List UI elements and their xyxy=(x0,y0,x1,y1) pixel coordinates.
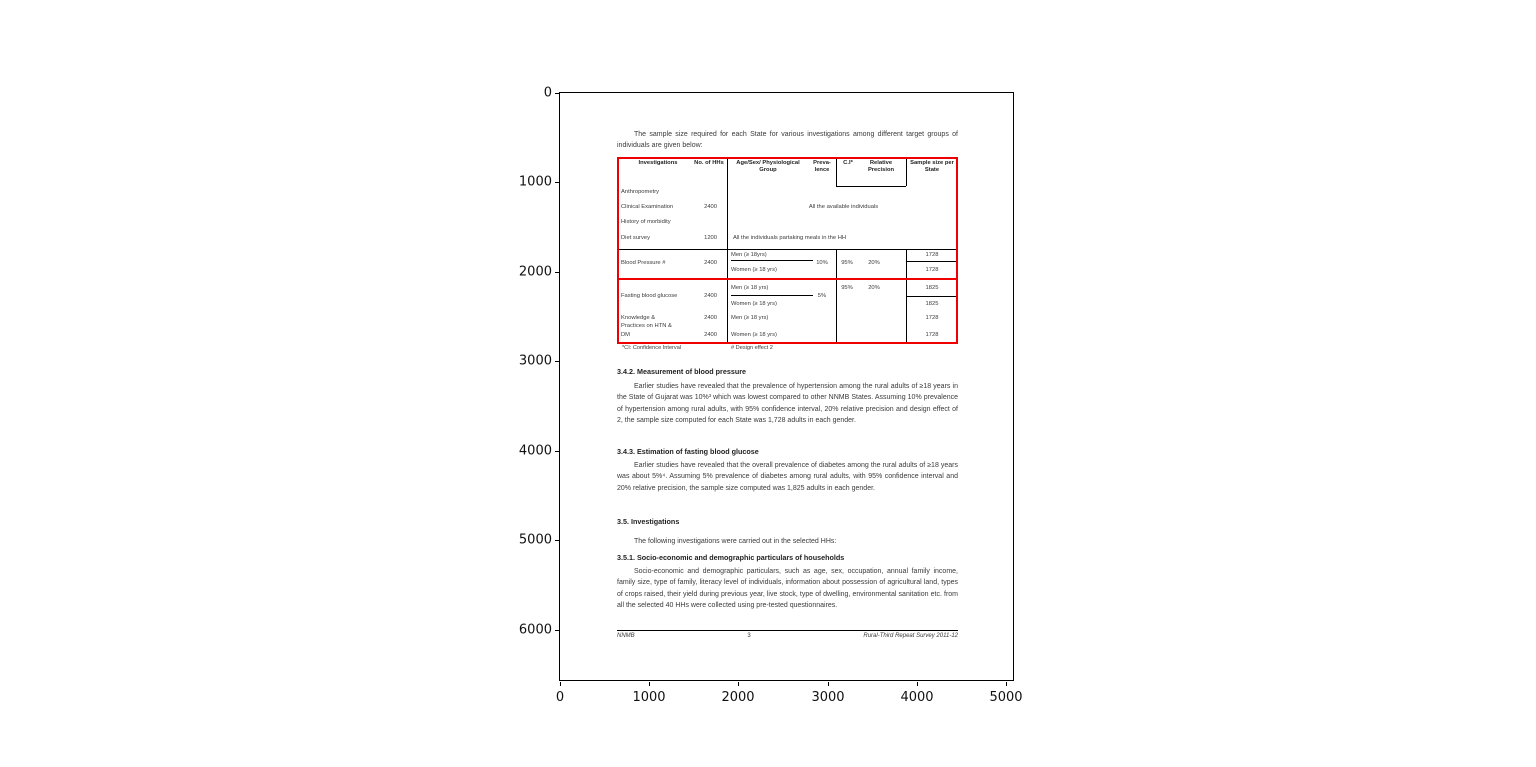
table-cell: DM xyxy=(621,332,631,338)
y-tick-mark xyxy=(555,630,559,631)
table-cell: 20% xyxy=(868,285,880,291)
x-tick-label: 3000 xyxy=(811,690,845,705)
col-header-investigations: Investigations xyxy=(638,160,678,166)
section-heading-35: 3.5. Investigations xyxy=(617,517,680,526)
table-cell: Anthropometry xyxy=(621,189,660,195)
table-cell: Fasting blood glucose xyxy=(621,293,678,299)
x-tick-label: 0 xyxy=(555,690,565,705)
col-header-prevalence: Preva- lence xyxy=(813,160,831,174)
footer-left: NNMB xyxy=(617,633,635,639)
x-tick-label: 2000 xyxy=(721,690,755,705)
x-tick-mark xyxy=(917,682,918,686)
x-tick-label: 4000 xyxy=(900,690,934,705)
document-page xyxy=(560,93,1013,680)
table-cell: 2400 xyxy=(704,332,717,338)
table-cell: 95% xyxy=(841,260,853,266)
y-tick-label: 1000 xyxy=(518,174,552,190)
footnote-ci: *CI: Confidence Interval xyxy=(622,345,682,351)
table-cell: 20% xyxy=(868,260,880,266)
page-footer xyxy=(617,633,958,639)
y-tick-mark xyxy=(555,272,559,273)
red-highlight-divider xyxy=(617,278,958,280)
table-cell: 2400 xyxy=(704,260,717,266)
section-heading-342: 3.4.2. Measurement of blood pressure xyxy=(617,367,747,376)
table-cell: 2400 xyxy=(704,293,717,299)
section-body-343: Earlier studies have revealed that the overall prevalence of diabetes among the rural adults of ≥18 years was about 5%⁴. Assuming 5% prevalence of diabetes among rural adults, with 95% confidence interval and 20% relative precision, the sample size computed was 1,825 adults in each gender. xyxy=(617,462,958,492)
table-cell: All the available individuals xyxy=(808,204,879,210)
table-cell: Women (≥ 18 yrs) xyxy=(731,332,777,338)
table-cell: 1728 xyxy=(925,267,939,273)
y-tick-mark xyxy=(555,182,559,183)
y-tick-mark xyxy=(555,93,559,94)
table-cell: 1200 xyxy=(704,235,717,241)
section-body-351: Socio-economic and demographic particulars, such as age, sex, occupation, annual family income, family size, type of family, literacy level of individuals, information about possession of agricultural land, types of crops raised, their yield during previous year, live stock, type of dwelling, environmental sanitation etc. from all the selected 40 HHs were collected using pre-tested questionnaires. xyxy=(617,568,958,609)
x-tick-mark xyxy=(649,682,650,686)
x-tick-mark xyxy=(828,682,829,686)
x-tick-label: 1000 xyxy=(632,690,666,705)
red-highlight-box xyxy=(617,157,958,344)
col-header-age-sex-group: Age/Sex/ Physiological Group xyxy=(736,160,800,174)
table-cell: Men (≥ 18yrs) xyxy=(731,252,767,258)
x-tick-mark xyxy=(560,682,561,686)
footer-right: Rural-Third Repeat Survey 2011-12 xyxy=(863,633,958,639)
section-heading-351: 3.5.1. Socio-economic and demographic particulars of households xyxy=(617,553,845,562)
table-cell: 1825 xyxy=(925,285,939,291)
table-cell: 2400 xyxy=(704,315,717,321)
x-tick-mark xyxy=(738,682,739,686)
table-cell: Men (≥ 18 yrs) xyxy=(731,285,769,291)
table-cell: Practices on HTN & xyxy=(621,323,672,329)
col-header-no-of-hhs: No. of HHs xyxy=(694,160,724,166)
y-tick-mark xyxy=(555,451,559,452)
footnote-design-effect: # Design effect 2 xyxy=(731,345,773,351)
x-tick-label: 5000 xyxy=(989,690,1023,705)
y-tick-label: 3000 xyxy=(518,353,552,369)
table-cell: History of morbidity xyxy=(621,219,671,225)
table-cell: Blood Pressure # xyxy=(621,260,666,266)
x-tick-mark xyxy=(1006,682,1007,686)
table-cell: 1728 xyxy=(925,315,939,321)
table-cell: Men (≥ 18 yrs) xyxy=(731,315,769,321)
y-tick-mark xyxy=(555,361,559,362)
table-cell: Women (≥ 18 yrs) xyxy=(731,301,777,307)
table-cell: Clinical Examination xyxy=(621,204,674,210)
col-header-ci: C.I* xyxy=(843,160,853,166)
col-header-relative-precision: Relative Precision xyxy=(867,160,895,174)
footer-rule xyxy=(617,630,958,631)
y-tick-mark xyxy=(555,540,559,541)
section-heading-343: 3.4.3. Estimation of fasting blood glucose xyxy=(617,447,759,456)
y-tick-label: 4000 xyxy=(518,443,552,459)
y-tick-label: 2000 xyxy=(518,264,552,280)
table-cell: Women (≥ 18 yrs) xyxy=(731,267,777,273)
table-cell: 2400 xyxy=(704,204,717,210)
section-body-342: Earlier studies have revealed that the prevalence of hypertension among the rural adults of ≥18 years in the State of Gujarat was 10%³ which was lowest compared to other NNMB States. Assuming 10% prevalence of hypertension among rural adults, with 95% confidence interval, 20% relative precision and design effect of 2, the sample size computed for each State was 1,728 adults in each gender. xyxy=(617,383,958,424)
table-cell: 1825 xyxy=(925,301,939,307)
intro-paragraph: The sample size required for each State for various investigations among different target groups of individuals are given below: xyxy=(617,131,958,150)
plot-axes xyxy=(518,85,1023,705)
footer-page-number: 3 xyxy=(747,633,751,639)
y-tick-label: 0 xyxy=(543,85,552,101)
y-tick-label: 5000 xyxy=(518,532,552,548)
table-cell: 1728 xyxy=(925,332,939,338)
table-cell: All the individuals partaking meals in the HH xyxy=(733,235,847,241)
sample-size-table xyxy=(617,157,958,344)
table-cell: 95% xyxy=(841,285,853,291)
table-cell: 5% xyxy=(817,293,827,299)
section-body-35: The following investigations were carried out in the selected HHs: xyxy=(634,538,837,545)
table-cell: 10% xyxy=(816,260,828,266)
table-cell: 1728 xyxy=(925,252,939,258)
y-tick-label: 6000 xyxy=(518,622,552,638)
table-cell: Diet survey xyxy=(621,235,650,241)
table-cell: Knowledge & xyxy=(621,315,656,321)
col-header-sample-size: Sample size per State xyxy=(910,160,954,174)
